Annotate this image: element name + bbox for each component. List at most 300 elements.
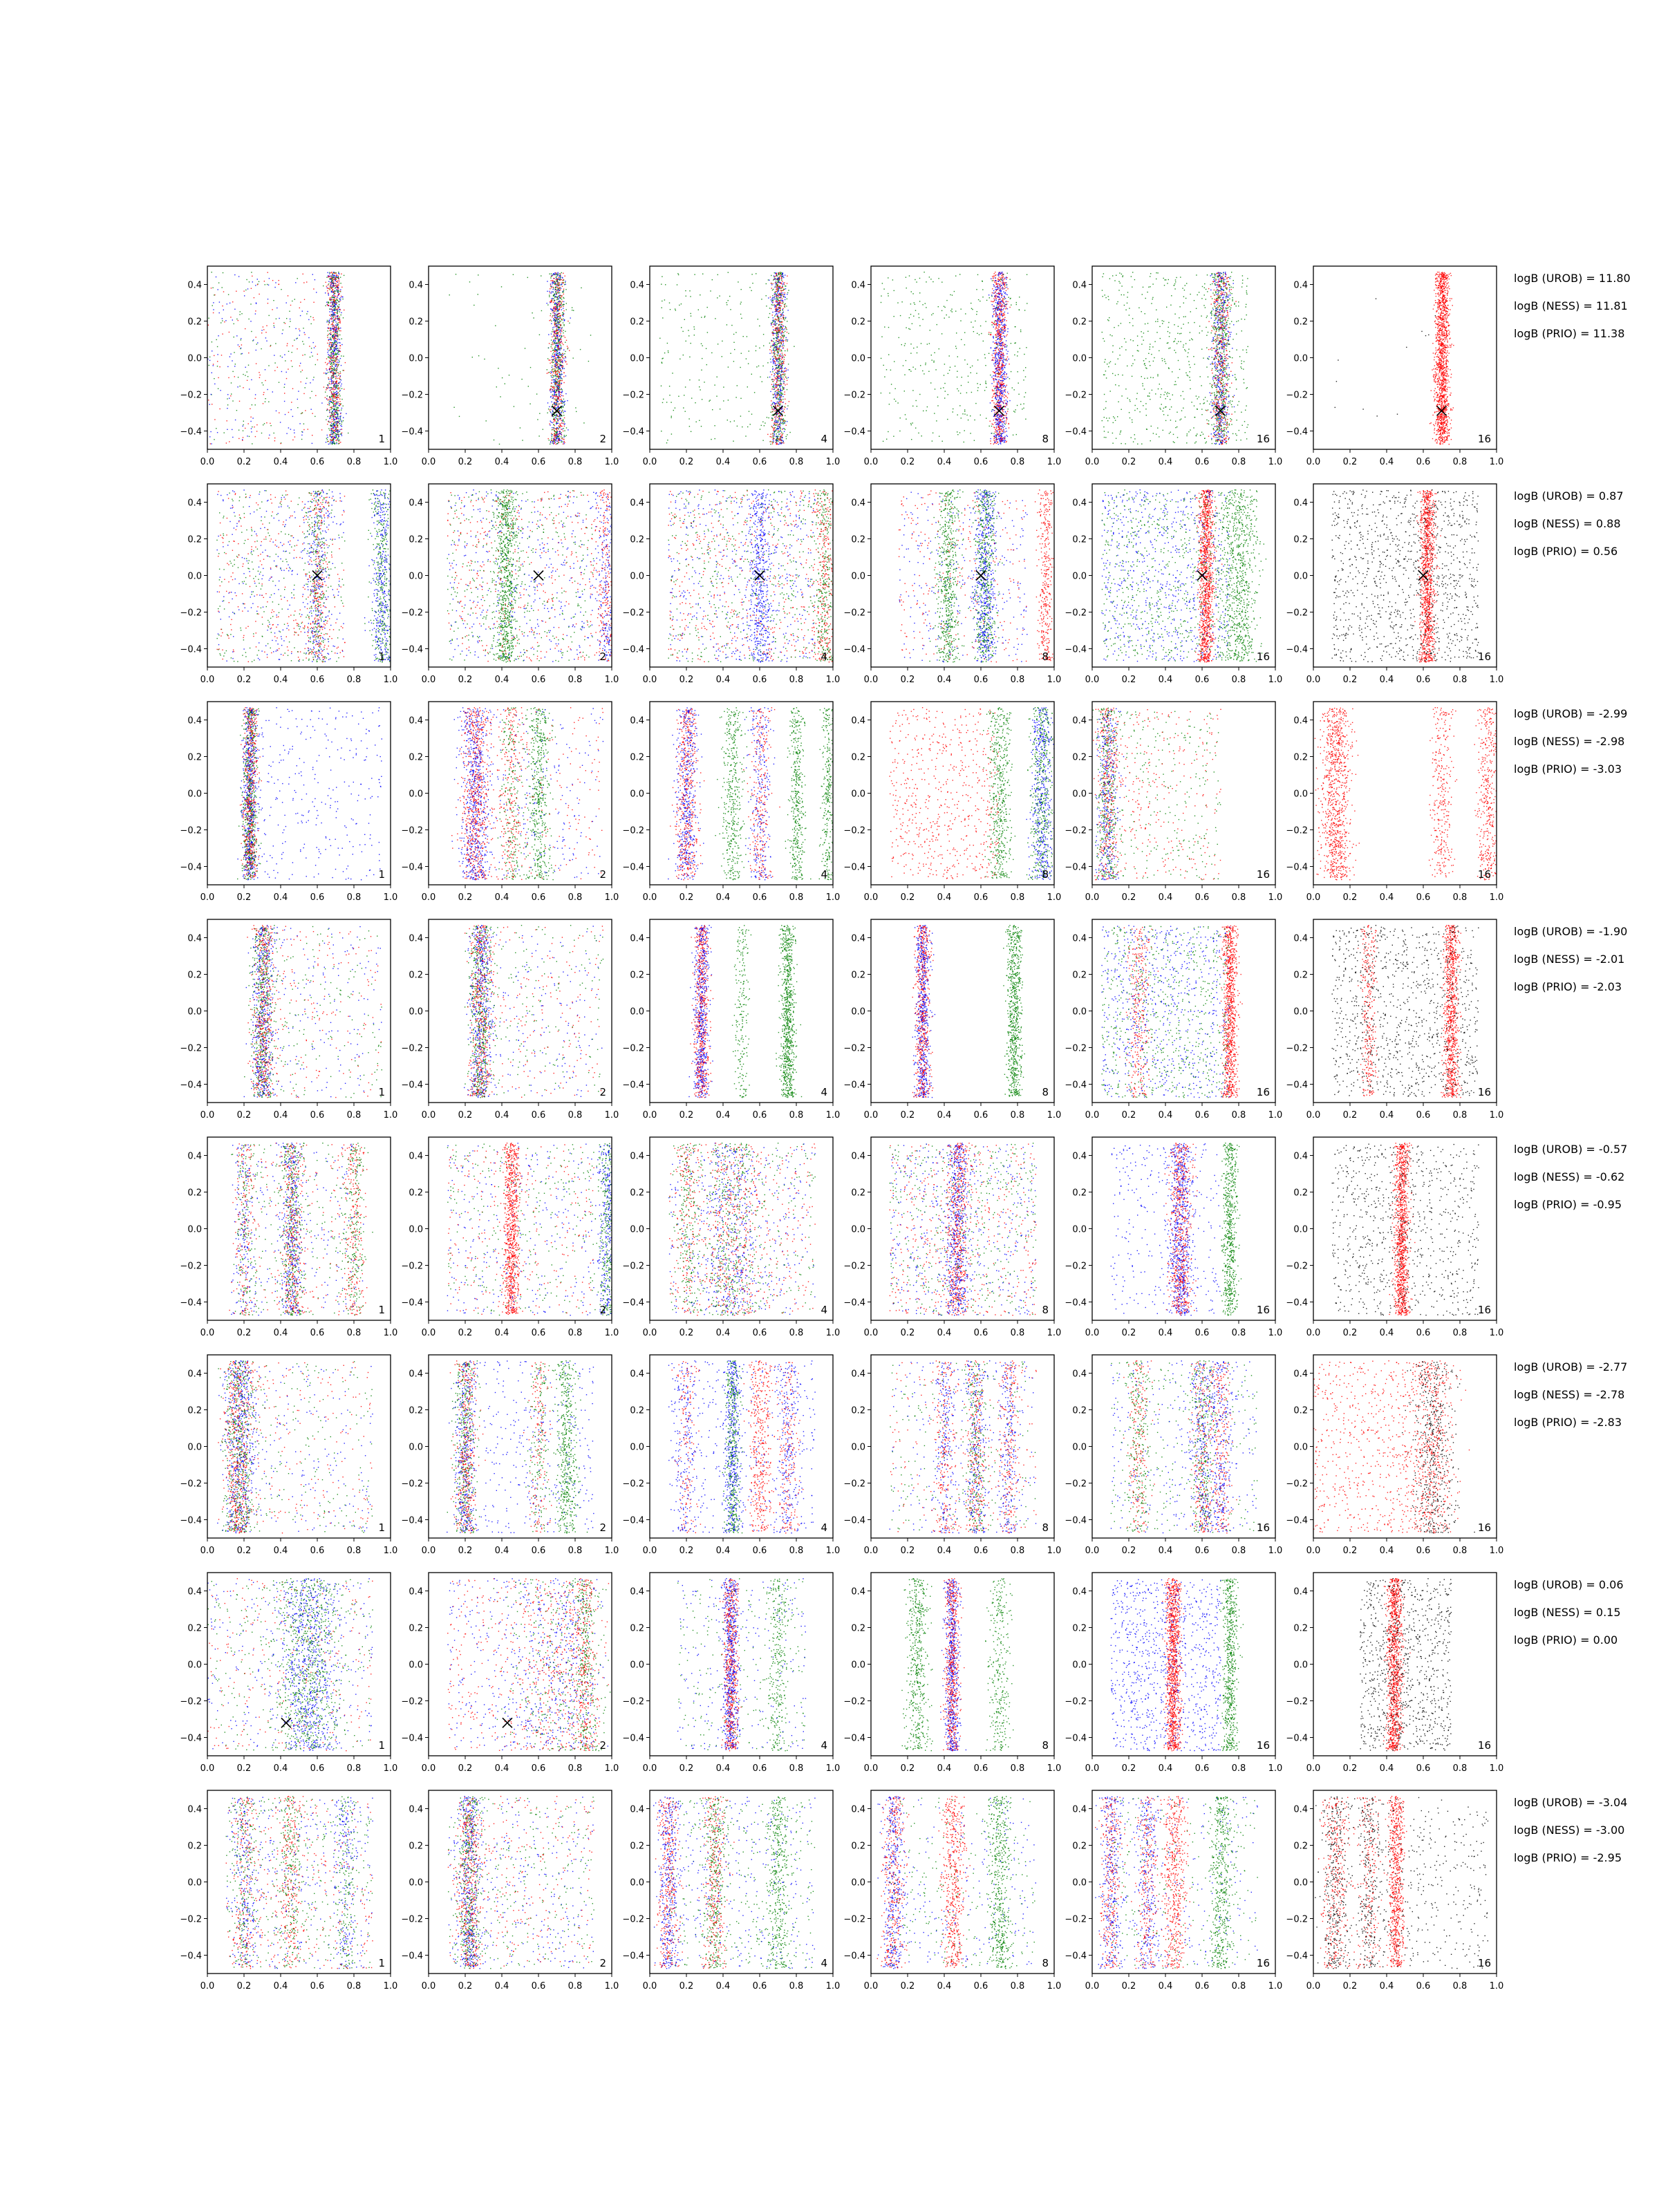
scatter-point (286, 378, 287, 379)
scatter-point (339, 298, 340, 299)
scatter-point (328, 441, 329, 442)
scatter-point (754, 392, 755, 393)
scatter-point (338, 364, 339, 365)
scatter-point (560, 305, 561, 306)
scatter-point (558, 274, 559, 275)
scatter-point (552, 390, 553, 391)
scatter-point (778, 424, 779, 425)
scatter-point (228, 377, 229, 378)
scatter-point (779, 376, 780, 377)
scatter-point (701, 370, 702, 371)
scatter-point (552, 411, 553, 412)
scatter-point (677, 273, 678, 274)
scatter-point (554, 350, 555, 351)
scatter-point (560, 362, 561, 363)
scatter-point (555, 365, 556, 366)
scatter-point (785, 285, 786, 286)
scatter-point (334, 297, 335, 298)
scatter-point (553, 295, 554, 296)
scatter-point (785, 297, 786, 298)
scatter-point (763, 334, 764, 335)
scatter-point (236, 410, 237, 411)
scatter-point (783, 372, 784, 373)
scatter-point (557, 353, 558, 354)
scatter-point (776, 367, 777, 368)
scatter-point (338, 387, 339, 388)
scatter-point (550, 280, 551, 281)
scatter-point (294, 436, 295, 437)
scatter-point (336, 328, 337, 329)
scatter-point (332, 315, 333, 316)
scatter-point (777, 401, 778, 402)
scatter-point (329, 418, 330, 419)
scatter-point (286, 372, 287, 373)
scatter-point (775, 356, 776, 357)
scatter-point (555, 371, 556, 372)
scatter-point (478, 355, 479, 356)
scatter-point (247, 288, 248, 289)
scatter-point (772, 443, 773, 444)
scatter-point (331, 324, 332, 325)
scatter-point (256, 424, 257, 425)
scatter-point (327, 343, 328, 344)
scatter-point (332, 416, 333, 417)
scatter-point (338, 276, 339, 277)
scatter-point (337, 300, 338, 301)
scatter-point (338, 324, 339, 325)
scatter-point (556, 299, 557, 300)
scatter-point (776, 390, 777, 391)
scatter-point (329, 333, 330, 334)
scatter-point (776, 387, 777, 388)
scatter-point (330, 330, 331, 331)
scatter-point (557, 370, 558, 371)
scatter-point (325, 292, 326, 293)
scatter-point (330, 436, 331, 437)
scatter-point (553, 340, 554, 341)
scatter-point (782, 399, 783, 400)
scatter-point (773, 361, 774, 362)
scatter-point (249, 388, 250, 389)
scatter-point (334, 424, 335, 425)
scatter-point (782, 361, 783, 362)
scatter-point (782, 419, 783, 420)
scatter-point (556, 401, 557, 402)
scatter-point (222, 287, 223, 288)
scatter-point (562, 441, 563, 442)
scatter-point (773, 430, 774, 431)
scatter-point (305, 334, 306, 335)
scatter-point (556, 415, 557, 416)
scatter-point (740, 415, 741, 416)
scatter-point (699, 420, 700, 421)
scatter-point (274, 362, 275, 363)
scatter-point (783, 294, 784, 295)
scatter-point (333, 430, 334, 431)
scatter-point (782, 335, 783, 336)
scatter-point (785, 317, 786, 318)
scatter-point (331, 276, 332, 277)
scatter-point (338, 385, 339, 386)
scatter-point (569, 323, 570, 324)
scatter-point (781, 324, 782, 325)
scatter-point (250, 303, 251, 304)
scatter-point (781, 321, 782, 322)
scatter-point (993, 284, 994, 285)
scatter-point (564, 441, 565, 442)
scatter-point (778, 413, 779, 414)
scatter-point (331, 362, 332, 363)
scatter-point (777, 435, 778, 436)
scatter-point (783, 277, 784, 278)
scatter-point (786, 425, 787, 426)
scatter-point (771, 301, 772, 302)
scatter-point (281, 371, 282, 372)
scatter-point (297, 399, 298, 400)
scatter-point (777, 355, 778, 356)
scatter-point (553, 331, 554, 332)
scatter-point (681, 327, 682, 328)
scatter-point (777, 417, 778, 418)
scatter-point (782, 302, 783, 303)
scatter-point (333, 300, 334, 301)
scatter-point (562, 343, 563, 344)
scatter-point (556, 414, 557, 415)
scatter-point (336, 397, 337, 398)
scatter-point (326, 387, 327, 388)
scatter-point (549, 409, 550, 410)
scatter-point (689, 290, 690, 291)
scatter-point (341, 435, 342, 436)
scatter-point (558, 420, 559, 421)
scatter-point (776, 284, 777, 285)
scatter-point (560, 315, 561, 316)
scatter-point (723, 386, 724, 387)
scatter-point (219, 301, 220, 302)
scatter-point (330, 301, 331, 302)
scatter-point (557, 324, 558, 325)
scatter-point (327, 437, 328, 438)
scatter-point (333, 418, 334, 419)
scatter-point (333, 276, 334, 277)
scatter-point (336, 331, 337, 332)
scatter-point (556, 287, 557, 288)
scatter-point (335, 321, 336, 322)
scatter-point (335, 272, 336, 273)
scatter-point (779, 272, 780, 273)
scatter-point (560, 360, 561, 361)
scatter-points (881, 272, 1028, 444)
scatter-point (661, 284, 662, 285)
scatter-point (552, 394, 553, 395)
scatter-point (257, 342, 258, 343)
scatter-point (223, 291, 224, 292)
scatter-point (685, 290, 686, 291)
scatter-point (773, 349, 774, 350)
scatter-point (559, 306, 560, 307)
scatter-point (774, 287, 775, 288)
scatter-point (325, 397, 326, 398)
scatter-point (336, 368, 337, 369)
scatter-point (777, 301, 778, 302)
scatter-point (779, 371, 780, 372)
scatter-point (780, 364, 781, 365)
x-tick-label: 0.4 (274, 457, 288, 467)
scatter-point (333, 426, 334, 427)
scatter-point (297, 338, 298, 339)
scatter-point (563, 382, 564, 383)
scatter-point (685, 386, 686, 387)
scatter-point (678, 396, 679, 397)
scatter-point (338, 433, 339, 434)
scatter-point (331, 432, 332, 433)
scatter-point (778, 433, 779, 434)
scatter-point (334, 414, 335, 415)
scatter-point (280, 443, 281, 444)
scatter-point (777, 380, 778, 381)
scatter-point (261, 382, 262, 383)
scatter-point (557, 348, 558, 349)
scatter-point (555, 284, 556, 285)
scatter-point (556, 394, 557, 395)
scatter-point (502, 377, 503, 378)
scatter-point (291, 409, 292, 410)
scatter-point (549, 294, 550, 295)
scatter-point (557, 441, 558, 442)
scatter-point (560, 368, 561, 369)
scatter-point (555, 392, 556, 393)
scatter-point (563, 290, 564, 291)
scatter-point (567, 400, 568, 401)
scatter-point (782, 275, 783, 276)
scatter-point (553, 289, 554, 290)
scatter-point (554, 420, 555, 421)
scatter-point (769, 313, 770, 314)
scatter-point (557, 433, 558, 434)
scatter-point (550, 442, 551, 443)
scatter-point (331, 349, 332, 350)
scatter-point (330, 349, 331, 350)
scatter-point (772, 411, 773, 412)
scatter-point (335, 307, 336, 308)
scatter-point (212, 305, 213, 306)
scatter-point (259, 377, 260, 378)
scatter-point (554, 388, 555, 389)
scatter-point (208, 318, 209, 319)
scatter-point (331, 284, 332, 285)
scatter-point (327, 335, 328, 336)
x-tick-label: 0.0 (422, 457, 436, 467)
scatter-point (313, 288, 314, 289)
scatter-point (775, 395, 776, 396)
scatter-point (556, 357, 557, 358)
scatter-point (737, 426, 738, 427)
scatter-point (308, 319, 309, 320)
scatter-point (214, 419, 215, 420)
y-tick-label: −0.2 (401, 391, 423, 401)
scatter-point (332, 383, 333, 384)
scatter-point (776, 414, 777, 415)
scatter-point (773, 317, 774, 318)
scatter-point (773, 363, 774, 364)
scatter-point (333, 316, 334, 317)
scatter-point (552, 274, 553, 275)
scatter-point (335, 366, 336, 367)
scatter-point (728, 366, 729, 367)
scatter-point (332, 360, 333, 361)
scatter-point (775, 403, 776, 404)
scatter-point (779, 387, 780, 388)
scatter-point (334, 394, 335, 395)
y-tick-label: 0.4 (409, 281, 423, 291)
scatter-point (269, 315, 270, 316)
scatter-point (663, 399, 664, 400)
scatter-point (561, 354, 562, 355)
scatter-point (339, 320, 340, 321)
scatter-point (550, 392, 551, 393)
y-tick-label: −0.4 (401, 427, 423, 438)
scatter-point (334, 329, 335, 330)
scatter-point (329, 362, 330, 363)
scatter-point (554, 356, 555, 357)
scatter-point (560, 301, 561, 302)
scatter-point (666, 442, 667, 443)
scatter-point (270, 425, 271, 426)
scatter-point (335, 392, 336, 393)
scatter-point (563, 335, 564, 336)
scatter-point (996, 300, 997, 301)
scatter-point (664, 299, 665, 300)
scatter-point (333, 345, 334, 346)
scatter-point (337, 424, 338, 425)
scatter-point (559, 433, 560, 434)
scatter-point (551, 292, 552, 293)
scatter-point (777, 426, 778, 427)
scatter-point (774, 434, 775, 435)
x-tick-label: 0.0 (200, 457, 215, 467)
scatter-point (332, 299, 333, 300)
scatter-point (561, 356, 562, 357)
scatter-point (779, 378, 780, 379)
scatter-point (334, 419, 335, 420)
scatter-point (553, 439, 554, 440)
scatter-point (552, 329, 553, 330)
scatter-point (337, 336, 338, 337)
scatter-point (787, 350, 788, 351)
scatter-point (329, 397, 330, 398)
scatter-point (782, 428, 783, 429)
scatter-point (332, 306, 333, 307)
scatter-point (295, 282, 296, 283)
scatter-point (328, 283, 329, 284)
scatter-point (773, 409, 774, 410)
scatter-point (255, 404, 256, 405)
scatter-point (459, 416, 460, 417)
axes-frame (429, 266, 612, 449)
scatter-point (333, 349, 334, 350)
scatter-point (314, 347, 315, 348)
scatter-point (329, 357, 330, 358)
scatter-point (775, 368, 776, 369)
scatter-point (779, 365, 780, 366)
scatter-point (333, 317, 334, 318)
scatter-point (779, 293, 780, 294)
scatter-point (556, 305, 557, 306)
scatter-point (329, 434, 330, 435)
scatter-point (775, 384, 776, 385)
scatter-point (780, 330, 781, 331)
scatter-point (333, 389, 334, 390)
scatter-point (501, 286, 502, 287)
x-tick-label: 0.4 (716, 457, 731, 467)
scatter-point (251, 431, 252, 432)
scatter-point (563, 280, 564, 281)
scatter-point (779, 295, 780, 296)
scatter-point (336, 335, 337, 336)
scatter-point (779, 339, 780, 340)
scatter-point (321, 402, 322, 403)
scatter-point (551, 344, 552, 345)
scatter-point (565, 393, 566, 394)
scatter-point (335, 414, 336, 415)
scatter-point (665, 284, 666, 285)
scatter-point (783, 318, 784, 319)
scatter-point (706, 364, 707, 365)
scatter-point (778, 324, 779, 325)
scatter-point (559, 329, 560, 330)
scatter-point (774, 421, 775, 422)
scatter-point (781, 432, 782, 433)
scatter-point (554, 340, 555, 341)
scatter-point (556, 342, 557, 343)
scatter-point (748, 363, 749, 364)
scatter-point (555, 350, 556, 351)
scatter-point (781, 411, 782, 412)
scatter-point (780, 338, 781, 339)
scatter-point (689, 426, 690, 427)
scatter-point (561, 395, 562, 396)
scatter-point (296, 338, 297, 339)
scatter-point (335, 340, 336, 341)
scatter-point (332, 304, 333, 305)
scatter-point (780, 318, 781, 319)
scatter-point (779, 285, 780, 286)
scatter-point (580, 349, 581, 350)
scatter-point (710, 290, 711, 291)
scatter-point (286, 433, 287, 434)
scatter-point (556, 274, 557, 275)
scatter-point (558, 355, 559, 356)
scatter-point (550, 319, 551, 320)
scatter-point (331, 353, 332, 354)
scatter-point (784, 304, 785, 305)
scatter-point (255, 436, 256, 437)
scatter-point (550, 302, 551, 303)
scatter-point (563, 436, 564, 437)
scatter-point (343, 370, 344, 371)
scatter-point (553, 424, 554, 425)
scatter-point (555, 362, 556, 363)
scatter-point (328, 377, 329, 378)
scatter-point (775, 425, 776, 426)
scatter-point (554, 282, 555, 283)
scatter-point (558, 346, 559, 347)
scatter-point (558, 398, 559, 399)
scatter-point (558, 406, 559, 407)
scatter-point (335, 397, 336, 398)
scatter-point (729, 296, 730, 297)
scatter-point (299, 423, 300, 424)
